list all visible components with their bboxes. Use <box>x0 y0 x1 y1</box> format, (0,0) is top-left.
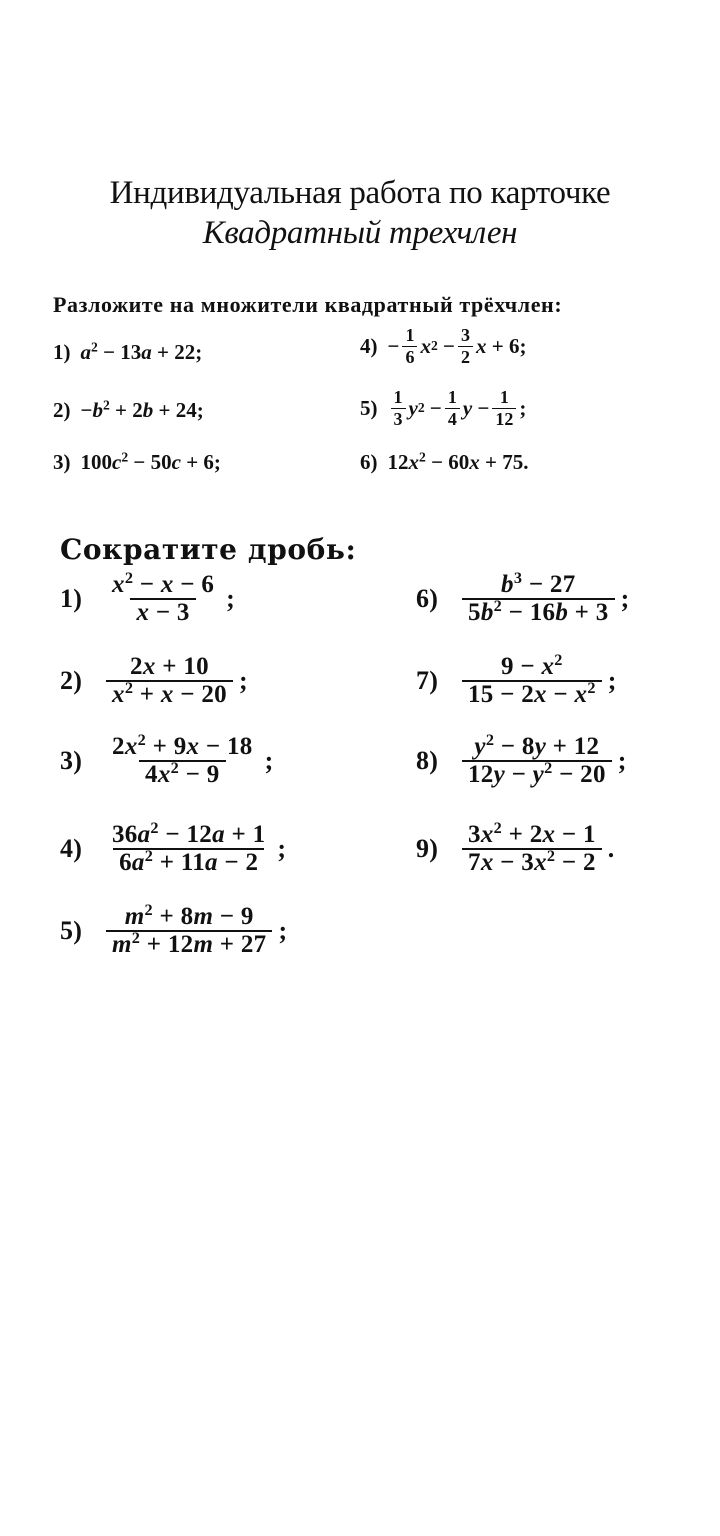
expression: $-b^2 + 2b + 24$; <box>80 397 204 422</box>
task1-item-1 <box>53 340 202 365</box>
expression: $\frac{1}{3}$ y 2 − $\frac{1}{4}$ y − $\frac{1}{12}$ ; <box>388 388 527 429</box>
task2-item-5 <box>60 901 288 959</box>
punctuation: ; <box>277 834 287 864</box>
task2-item-3 <box>60 731 274 789</box>
item-number: 4) <box>60 834 83 864</box>
punctuation: ; <box>607 666 617 696</box>
punctuation: ; <box>238 666 248 696</box>
task2-item-6 <box>416 569 630 627</box>
task2-item-9 <box>416 819 615 877</box>
punctuation: ; <box>620 584 630 614</box>
page-subtitle: Квадратный трехчлен <box>202 215 518 251</box>
expression: − $\frac{1}{6}$ x 2 − $\frac{3}{2}$ x + 6; <box>387 325 527 367</box>
fraction: $\frac{2x^2 + 9x - 18}{4x^2 - 9}$ <box>112 731 253 789</box>
item-number: 5) <box>360 395 378 420</box>
fraction: $\frac{9 - x^2}{15 - 2x - x^2}$ <box>462 654 602 709</box>
item-number: 2) <box>60 666 83 696</box>
punctuation: ; <box>617 746 627 776</box>
punctuation: ; <box>264 746 274 776</box>
task1-item-4 <box>360 326 526 367</box>
punctuation: ; <box>226 584 236 614</box>
fraction: $\frac{x^2 - x - 6}{x - 3}$ <box>112 569 215 627</box>
item-number: 6) <box>360 450 378 474</box>
expression: $12x^2 - 60x + 75$. <box>387 449 529 474</box>
fraction: $\frac{y^2 - 8y + 12}{12y - y^2 - 20}$ <box>462 734 612 789</box>
punctuation: ; <box>278 916 288 946</box>
expression: $100c^2 - 50c + 6$; <box>80 449 221 474</box>
task2-item-2 <box>60 654 248 709</box>
task2-instruction: Сократите дробь: <box>60 533 357 566</box>
fraction: $\frac{36a^2 - 12a + 1}{6a^2 + 11a - 2}$ <box>112 819 266 877</box>
item-number: 9) <box>416 834 439 864</box>
item-number: 5) <box>60 916 83 946</box>
task1-item-6 <box>360 450 529 475</box>
task2-item-1 <box>60 569 236 627</box>
task1-item-2 <box>53 398 204 423</box>
item-number: 7) <box>416 666 439 696</box>
item-number: 1) <box>60 584 83 614</box>
item-number: 2) <box>53 398 71 422</box>
page-title: Индивидуальная работа по карточке <box>109 175 611 211</box>
item-number: 3) <box>53 450 71 474</box>
task1-item-5 <box>360 388 526 429</box>
fraction: $\frac{b^3 - 27}{5b^2 - 16b + 3}$ <box>462 572 615 627</box>
task2-item-8 <box>416 731 627 789</box>
item-number: 6) <box>416 584 439 614</box>
task2-item-4 <box>60 819 287 877</box>
item-number: 4) <box>360 333 378 358</box>
item-number: 8) <box>416 746 439 776</box>
punctuation: . <box>607 834 615 864</box>
fraction: $\frac{3x^2 + 2x - 1}{7x - 3x^2 - 2}$ <box>462 822 602 877</box>
expression: $a^2 - 13a + 22$; <box>80 339 203 364</box>
fraction: $\frac{2x + 10}{x^2 + x - 20}$ <box>106 654 233 709</box>
item-number: 1) <box>53 340 71 364</box>
task2-item-7 <box>416 651 617 709</box>
item-number: 3) <box>60 746 83 776</box>
fraction: $\frac{m^2 + 8m - 9}{m^2 + 12m + 27}$ <box>106 904 272 959</box>
task1-instruction: Разложите на множители квадратный трёхчлен: <box>53 292 563 317</box>
task1-item-3 <box>53 450 221 475</box>
